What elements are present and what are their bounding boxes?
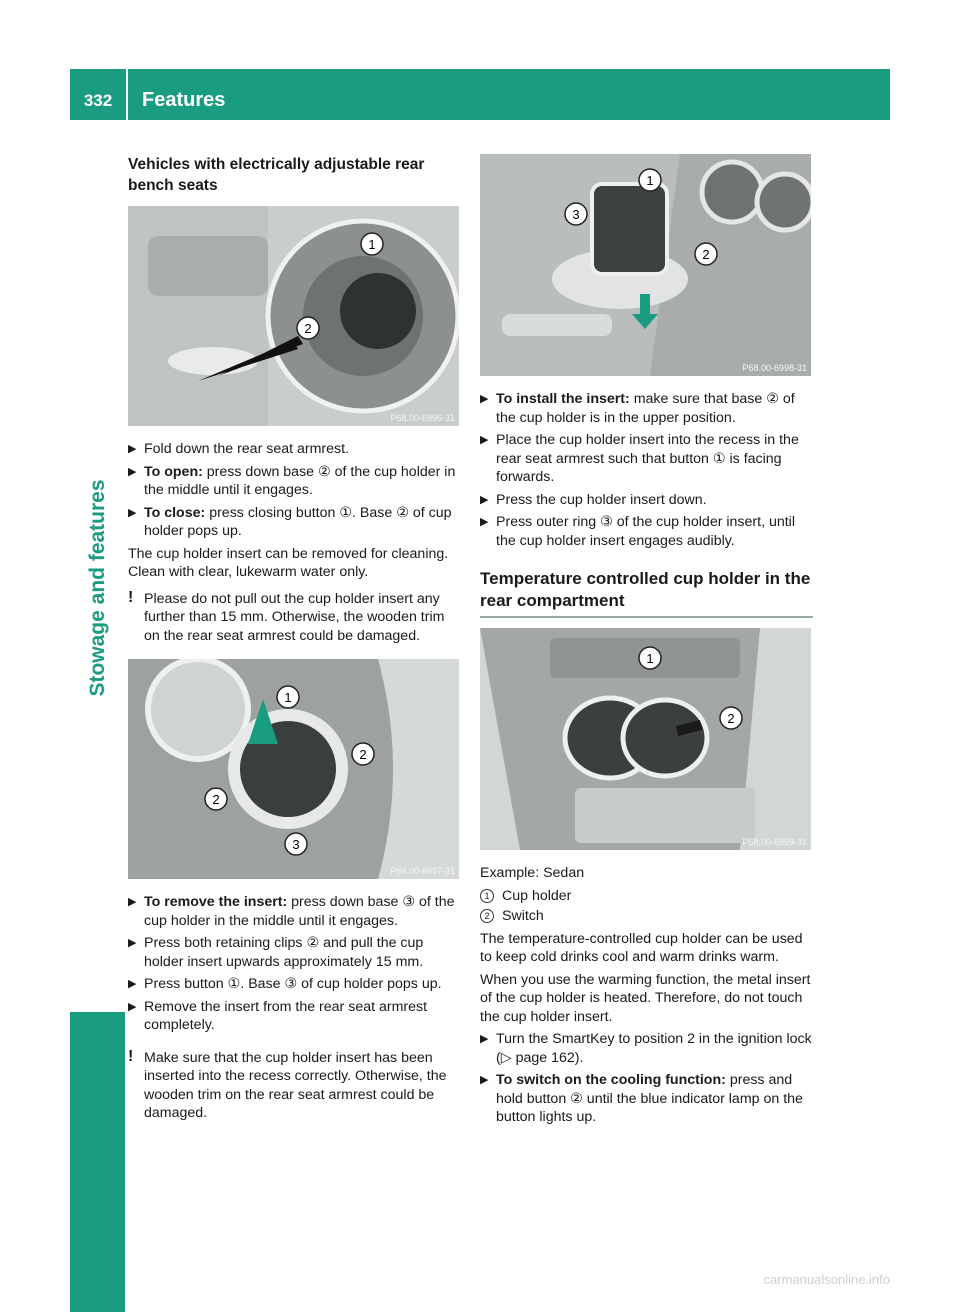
- step-open: ▶ To open: press down base ② of the cup holder in the middle until it engages.: [128, 463, 456, 498]
- warning-note-1: ! Please do not pull out the cup holder insert any further than 15 mm. Otherwise, the wooden trim on the rear seat armrest could be damaged.: [128, 588, 445, 644]
- figure-install-insert: [480, 154, 811, 376]
- right-column: [480, 154, 813, 1131]
- figure-4-illustration: [480, 628, 811, 850]
- page-number: 332: [83, 91, 113, 110]
- paragraph-cleaning: The cup holder insert can be removed for cleaning. Clean with clear, lukewarm water only.: [128, 545, 449, 580]
- figure-4-code: P68.00-6999-31: [742, 837, 807, 847]
- legend-item-switch: 2 Switch: [480, 907, 813, 926]
- left-column: [128, 154, 461, 1131]
- sidebar: [70, 120, 125, 1220]
- figure-1-code: P68.00-6996-31: [390, 413, 455, 423]
- figure-2-code: P68.00-6997-31: [390, 866, 455, 876]
- sidebar-label: Stowage and features: [86, 479, 109, 697]
- arrow-icon: ▶: [128, 937, 137, 949]
- sidebar-block: [70, 1012, 125, 1312]
- chapter-title: Features: [142, 89, 226, 111]
- step-turn-smartkey: ▶ Turn the SmartKey to position 2 in the ignition lock (▷ page 162).: [480, 1031, 812, 1066]
- figure-3-code: P68.00-6998-31: [742, 363, 807, 373]
- arrow-icon: ▶: [128, 465, 137, 478]
- figure-remove-insert: [128, 659, 459, 879]
- step-install-insert: ▶ To install the insert: make sure that base ② of the cup holder is in the upper position.: [480, 391, 795, 426]
- figure-3-illustration: [480, 154, 811, 376]
- arrow-icon: ▶: [480, 493, 489, 506]
- warning-icon: !: [128, 1047, 134, 1065]
- step-remove-completely: ▶ Remove the insert from the rear seat armrest completely.: [128, 998, 428, 1033]
- arrow-icon: ▶: [128, 978, 137, 990]
- step-close: ▶ To close: press closing button ①. Base ② of cup holder pops up.: [128, 504, 452, 539]
- arrow-icon: ▶: [128, 1000, 137, 1013]
- step-press-button: ▶ Press button ①. Base ③ of cup holder pops up.: [128, 976, 442, 992]
- figure-1-illustration: [128, 206, 459, 426]
- callout-2: 2: [304, 321, 312, 336]
- callout-2: 2: [212, 792, 220, 807]
- step-press-ring: ▶ Press outer ring ③ of the cup holder insert, until the cup holder insert engages audibly.: [480, 514, 795, 549]
- warning-note-2: ! Make sure that the cup holder insert has been inserted into the recess correctly. Otherwise, the wooden trim on the rear seat armrest could be damaged.: [128, 1047, 447, 1121]
- figure-temperature-cupholder: [480, 628, 811, 850]
- header-divider: [126, 69, 128, 120]
- watermark: carmanualsonline.info: [763, 1272, 890, 1287]
- warning-icon: !: [128, 588, 134, 606]
- callout-1: 1: [646, 173, 654, 188]
- arrow-icon: ▶: [128, 506, 137, 519]
- section-heading-temperature-cupholder: Temperature controlled cup holder in the rear compartment: [480, 568, 813, 618]
- figure-2-illustration: [128, 659, 459, 879]
- arrow-icon: ▶: [480, 393, 489, 405]
- arrow-icon: ▶: [480, 1074, 489, 1086]
- callout-2: 2: [359, 747, 367, 762]
- callout-1: 1: [368, 237, 376, 252]
- paragraph-temperature: The temperature-controlled cup holder can be used to keep cold drinks cool and warm drinks warm.: [480, 930, 803, 965]
- step-press-down: ▶ Press the cup holder insert down.: [480, 491, 707, 508]
- page-header: [70, 69, 890, 120]
- legend-item-cup-holder: 1 Cup holder: [480, 887, 813, 906]
- arrow-icon: ▶: [480, 516, 489, 528]
- arrow-icon: ▶: [480, 1033, 489, 1045]
- callout-2: 2: [727, 711, 735, 726]
- callout-1: 1: [284, 690, 292, 705]
- paragraph-warming: When you use the warming function, the metal insert of the cup holder is heated. Therefore, do not touch the cup holder insert.: [480, 971, 811, 1025]
- step-press-clips: ▶ Press both retaining clips ② and pull the cup holder insert upwards approximately 15 mm.: [128, 935, 424, 970]
- step-place-insert: ▶ Place the cup holder insert into the recess in the rear seat armrest such that button ① is facing forwards.: [480, 432, 799, 485]
- arrow-icon: ▶: [128, 443, 137, 455]
- callout-2: 2: [702, 247, 710, 262]
- callout-3: 3: [572, 207, 580, 222]
- callout-1: 1: [646, 651, 654, 666]
- step-fold-armrest: ▶ Fold down the rear seat armrest.: [128, 441, 350, 457]
- callout-3: 3: [292, 837, 300, 852]
- arrow-icon: ▶: [480, 434, 489, 446]
- step-cooling-function: ▶ To switch on the cooling function: press and hold button ② until the blue indicator lamp on the button lights up.: [480, 1072, 803, 1125]
- section-heading-electric-bench: Vehicles with electrically adjustable rear bench seats: [128, 156, 425, 194]
- example-caption: Example: Sedan: [480, 865, 585, 881]
- figure-armrest-cupholder: [128, 206, 459, 426]
- step-remove-insert: ▶ To remove the insert: press down base ③ of the cup holder in the middle until it engages.: [128, 894, 455, 929]
- arrow-icon: ▶: [128, 896, 137, 908]
